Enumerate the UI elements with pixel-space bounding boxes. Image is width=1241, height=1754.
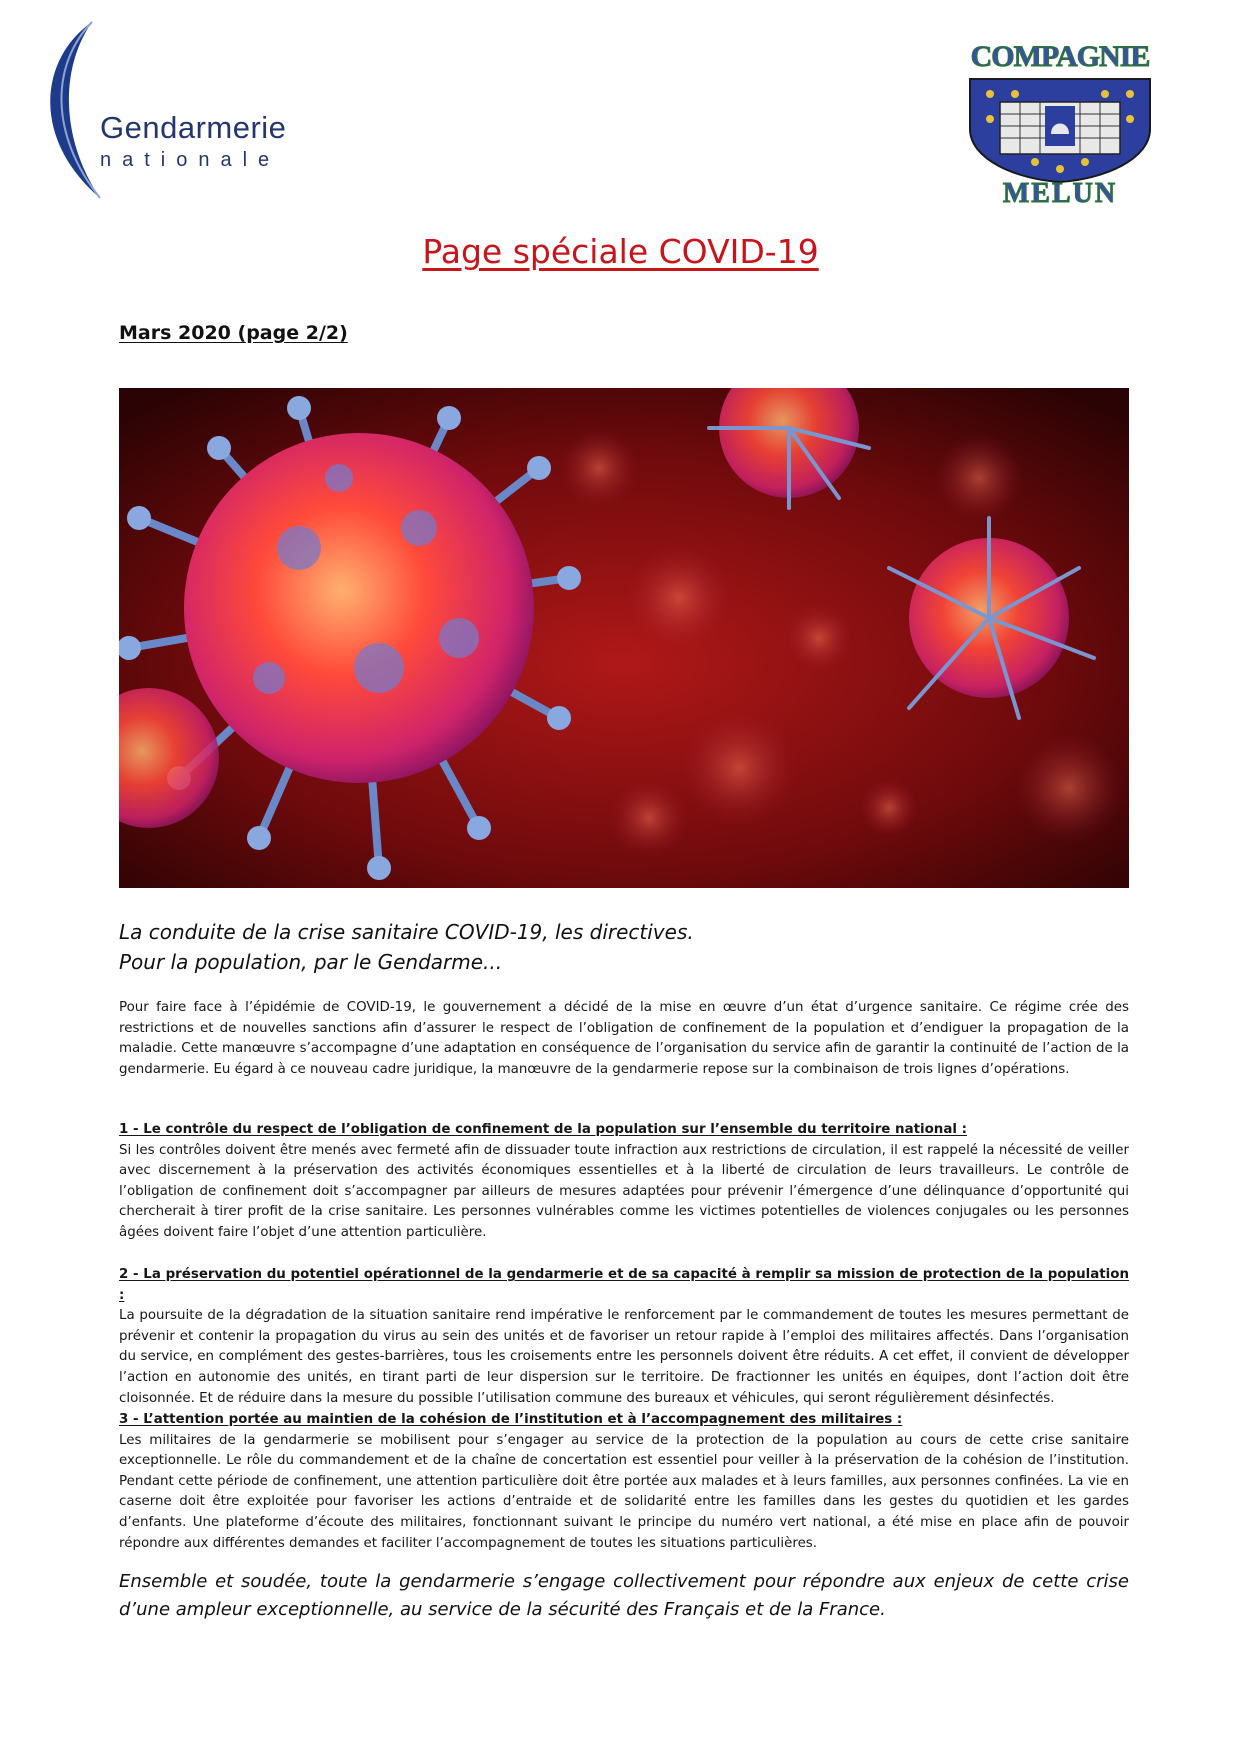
section-3-heading: 3 - L’attention portée au maintien de la cohésion de l’institution et à l’accompagnement des militaires :	[119, 1412, 903, 1427]
closing-paragraph: Ensemble et soudée, toute la gendarmerie s’engage collectivement pour répondre aux enjeux de cette crise d’une ampleur exceptionnelle, au service de la sécurité des Français et de la France.	[119, 1571, 1129, 1620]
section-2-heading: 2 - La préservation du potentiel opérationnel de la gendarmerie et de sa capacité à remplir sa mission de protection de la population :	[119, 1267, 1129, 1303]
compagnie-logo	[925, 28, 1195, 218]
section-2-text: La poursuite de la dégradation de la situation sanitaire rend impérative le renforcement par le commandement de toutes les mesures permettant de prévenir et contenir la propagation du virus au sein des unités et de favoriser un retour rapide à l’emploi des militaires affectés. Dans l’organisation du service, en complément des gestes-barrières, tous les croisements entre les personnels doivent être réduits. A cet effet, il convient de développer l’action en autonomie des unités, en tirant parti de leur dispersion sur le territoire. De fractionner les unités en équipes, dont l’action doit être cloisonnée. Et de réduire dans la mesure du possible l’utilisation commune des bureaux et véhicules, qui seront régulièrement désinfectés.	[119, 1308, 1129, 1406]
section-3	[119, 1410, 1129, 1554]
coronavirus-illustration	[119, 388, 1129, 888]
logo-bottom-text: MELUN	[1002, 178, 1118, 209]
lead-line-1: La conduite de la crise sanitaire COVID-19, les directives.	[119, 920, 694, 944]
gendarmerie-logo	[30, 18, 330, 208]
section-3-text: Les militaires de la gendarmerie se mobilisent pour s’engager au service de la protection de la population au cours de cette crise sanitaire exceptionnelle. Le rôle du commandement et de la chaîne de concertation est essentiel pour veiller à la préservation de la cohésion de l’institution. Pendant cette période de confinement, une attention particulière doit être portée aux malades et à leurs familles, aux personnes confinées. La vie en caserne doit être exploitée pour favoriser les actions d’entraide et de solidarité entre les familles dans les gestes du quotidien et les gardes d’enfants. Une plateforme d’écoute des militaires, fonctionnant suivant le principe du numéro vert national, a été mise en place afin de pouvoir répondre aux différentes demandes et faciliter l’accompagnement de toutes les situations particulières.	[119, 1432, 1129, 1551]
lead-paragraph	[119, 917, 1129, 977]
intro-paragraph: Pour faire face à l’épidémie de COVID-19, le gouvernement a décidé de la mise en œuvre d’un état d’urgence sanitaire. Ce régime crée des restrictions et de nouvelles sanctions afin d’assurer le respect de l’obligation de confinement de la population et d’endiguer la propagation de la maladie. Cette manœuvre s’accompagne d’une adaptation en conséquence de l’organisation du service afin de garantir la continuité de l’action de la gendarmerie. Eu égard à ce nouveau cadre juridique, la manœuvre de la gendarmerie repose sur la combinaison de trois lignes d’opérations.	[119, 1000, 1129, 1077]
logo-title: Gendarmerie	[100, 110, 287, 145]
coat-of-arms-icon	[965, 74, 1155, 184]
section-2	[119, 1265, 1129, 1409]
lead-line-2: Pour la population, par le Gendarme...	[119, 950, 503, 974]
section-1-text: Si les contrôles doivent être menés avec fermeté afin de dissuader toute infraction aux restrictions de circulation, il est rappelé la nécessité de veiller avec discernement à la préservation des activités économiques essentielles et à la liberté de circulation de leurs travailleurs. Le contrôle de l’obligation de confinement doit s’accompagner par ailleurs de mesures adaptées pour prévenir l’émergence d’une délinquance d’opportunité qui chercherait à tirer profit de la crise sanitaire. Les personnes vulnérables comme les victimes potentielles de violences conjugales ou les personnes âgées doivent faire l’objet d’une attention particulière.	[119, 1142, 1129, 1240]
logo-subtitle: nationale	[100, 149, 281, 171]
page-title: Page spéciale COVID-19	[422, 232, 819, 271]
page-subtitle: Mars 2020 (page 2/2)	[119, 322, 348, 344]
section-1	[119, 1120, 1129, 1244]
logo-top-text: COMPAGNIE	[970, 40, 1150, 73]
section-1-heading: 1 - Le contrôle du respect de l’obligation de confinement de la population sur l’ensemble du territoire national :	[119, 1122, 967, 1137]
